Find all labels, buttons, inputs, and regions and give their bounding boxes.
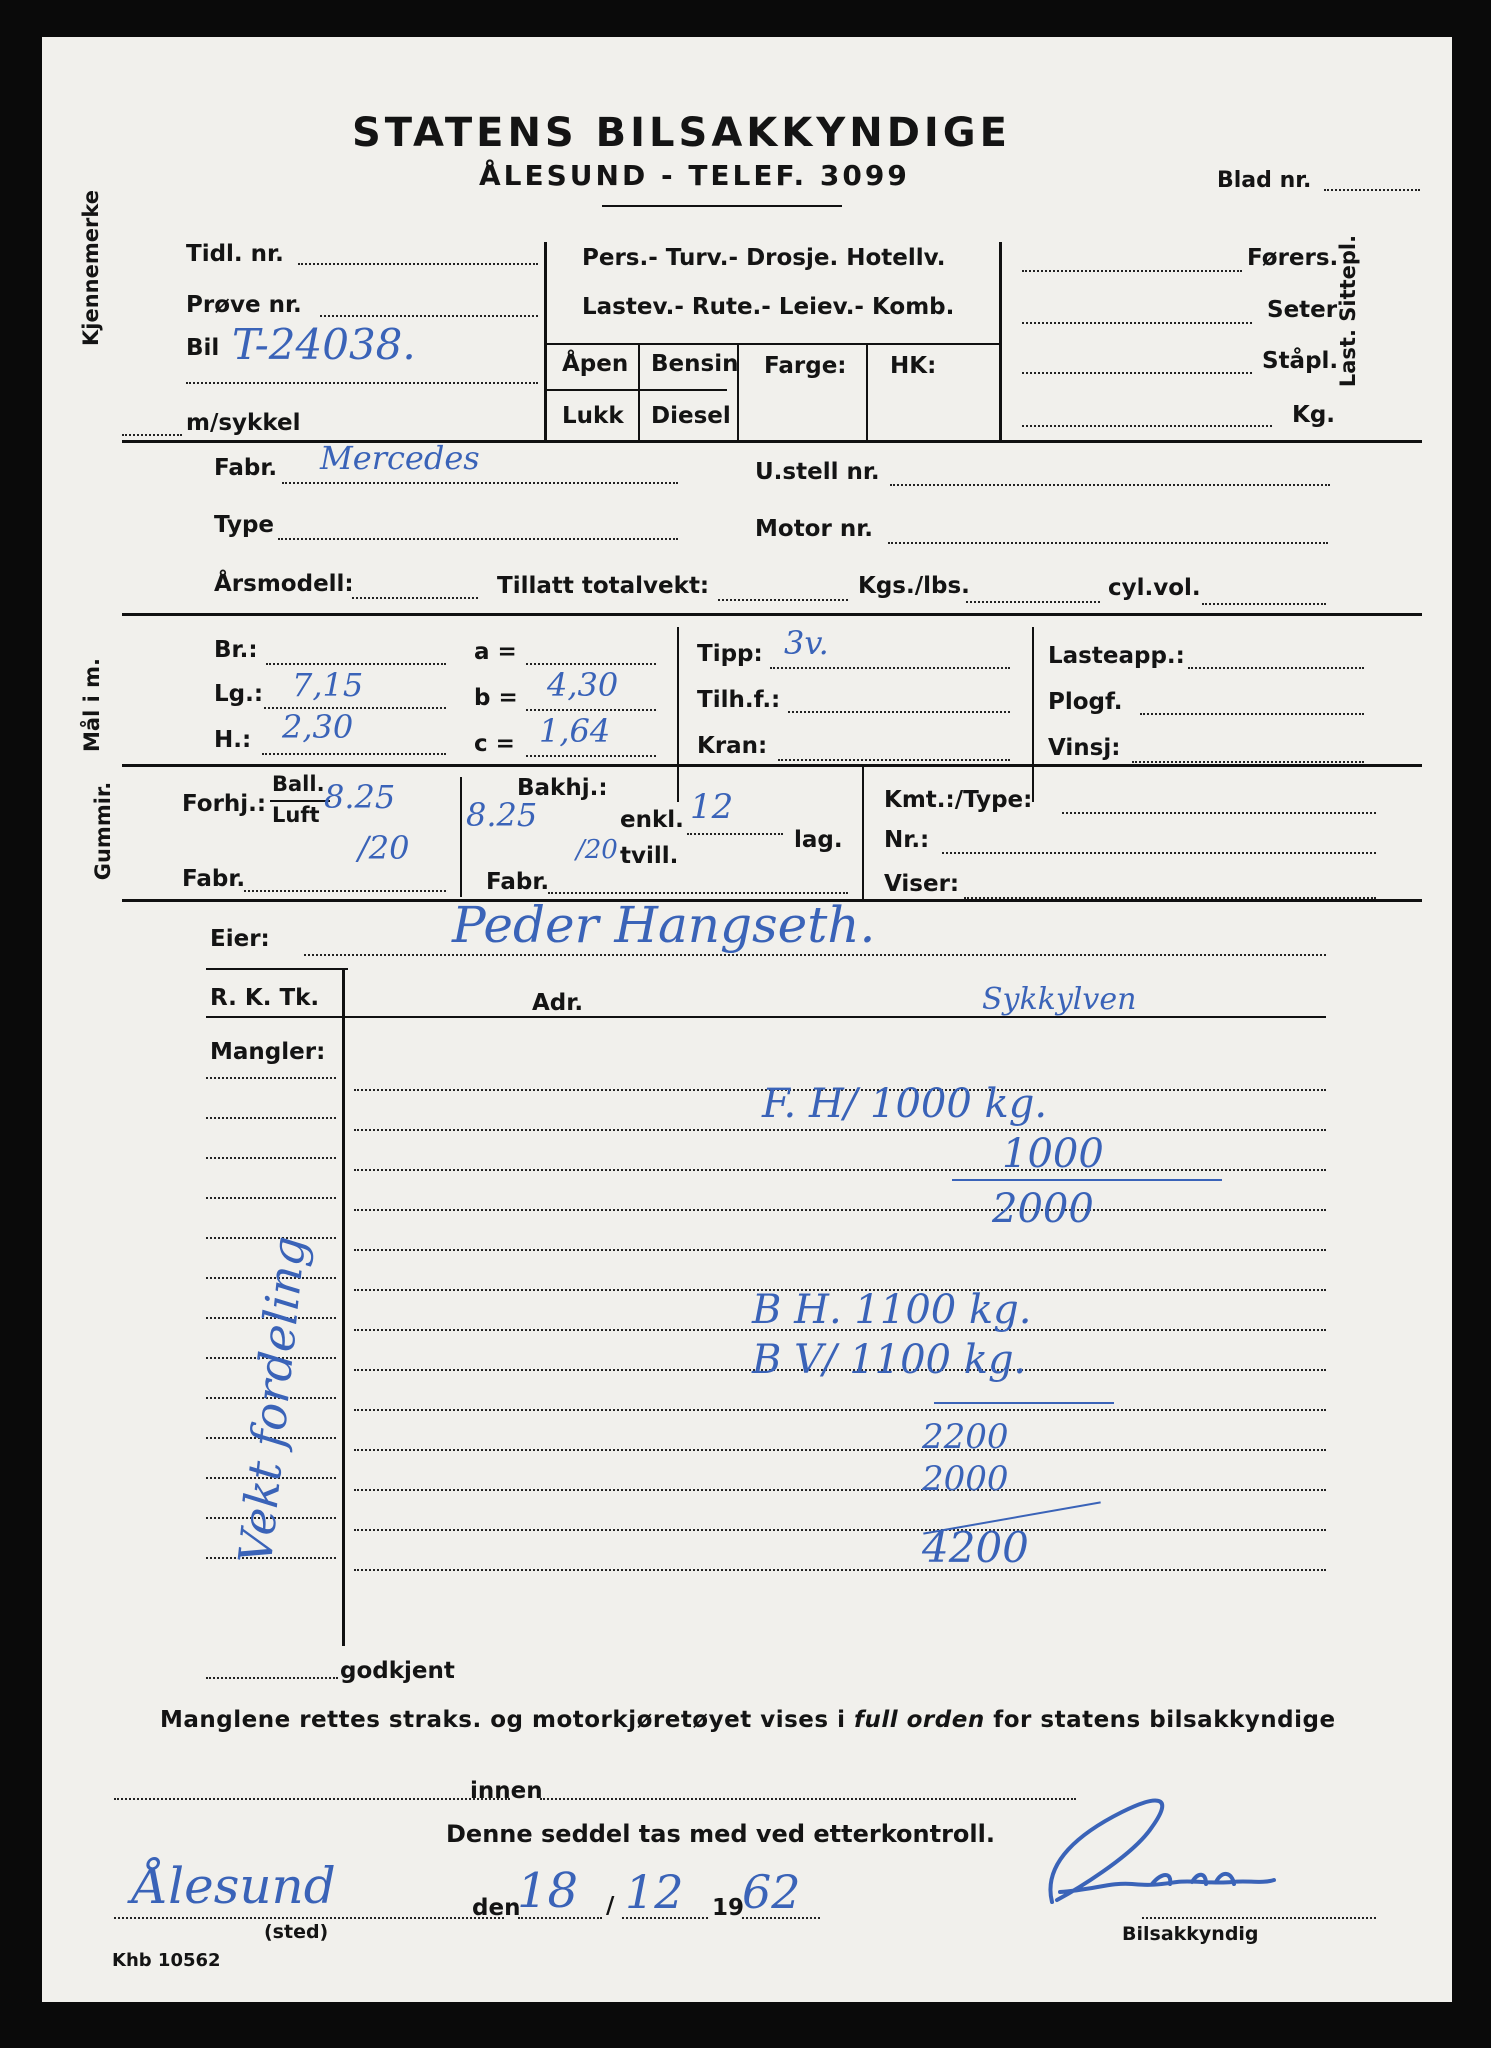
forhj-label: Forhj.:	[182, 791, 267, 817]
defect-note-8: 4200	[922, 1523, 1029, 1572]
form-title: STATENS BILSAKKYNDIGE	[352, 110, 1011, 156]
defect-note-2: 1000	[1002, 1131, 1104, 1177]
blad-label: Blad nr.	[1217, 168, 1312, 193]
defect-rule-right[interactable]	[354, 1489, 1326, 1491]
tipp-label: Tipp:	[697, 641, 763, 667]
ustell-label: U.stell nr.	[755, 459, 880, 485]
sted-label: (sted)	[264, 1921, 329, 1943]
godkjent-label: godkjent	[340, 1658, 455, 1684]
notice-text	[160, 1709, 1336, 1732]
prove-field[interactable]	[320, 315, 538, 317]
last-sittepl-side-label: Last. Sittepl.	[1336, 234, 1360, 388]
tire-divider-1	[460, 777, 462, 897]
h-label: H.:	[214, 727, 252, 753]
tilhf-field[interactable]	[788, 711, 1010, 713]
nr-field[interactable]	[942, 852, 1376, 854]
defect-note-6: 2200	[922, 1417, 1009, 1457]
kran-label: Kran:	[697, 733, 768, 759]
innen-field[interactable]	[114, 1798, 510, 1800]
measure-divider-1	[677, 627, 679, 802]
form-subtitle: ÅLESUND - TELEF. 3099	[479, 159, 910, 192]
defect-rule-right[interactable]	[354, 1169, 1326, 1171]
defect-note-1: F. H/ 1000 kg.	[762, 1081, 1048, 1127]
kg-label: Kg.	[1292, 402, 1336, 428]
rktk-column-divider	[342, 968, 345, 1646]
date-month: 12	[625, 1865, 684, 1919]
prove-label: Prøve nr.	[186, 292, 302, 318]
c-field[interactable]	[526, 755, 656, 757]
msykkel-lead	[122, 434, 182, 436]
defect-note-5: B V/ 1100 kg.	[752, 1337, 1027, 1383]
defect-rule-left[interactable]	[206, 1157, 336, 1159]
msykkel-label: m/sykkel	[186, 410, 301, 436]
motor-field[interactable]	[888, 542, 1328, 544]
measure-divider-2	[1032, 627, 1034, 802]
lag-label: lag.	[794, 827, 843, 853]
type-field[interactable]	[278, 538, 678, 540]
enkl-label: enkl.	[620, 807, 684, 833]
form-number: Khb 10562	[112, 1950, 221, 1971]
bakhj-value: 8.25	[466, 796, 538, 834]
reg-divider-left	[544, 242, 547, 440]
month-field[interactable]	[622, 1917, 708, 1919]
b-value: 4,30	[547, 666, 619, 704]
tipp-value: 3v.	[784, 624, 829, 662]
signature-field[interactable]	[1142, 1917, 1376, 1919]
seter-label: Seter	[1267, 297, 1338, 323]
lg-value: 7,15	[292, 666, 364, 704]
sum-line-2	[934, 1402, 1114, 1404]
apen-divider	[638, 345, 640, 440]
godkjent-field[interactable]	[206, 1677, 338, 1679]
nr-label: Nr.:	[884, 827, 930, 853]
bakhj-fabr-field[interactable]	[548, 892, 848, 894]
lasteapp-field[interactable]	[1188, 667, 1364, 669]
ball-luft-divider	[270, 800, 330, 802]
blad-field[interactable]	[1324, 189, 1420, 191]
mal-side-label: Mål i m.	[80, 658, 104, 752]
title-underline	[602, 205, 842, 207]
date-slash: /	[606, 1893, 615, 1919]
tidl-field[interactable]	[298, 263, 538, 265]
kgs-field[interactable]	[966, 601, 1100, 603]
kg-field[interactable]	[1022, 425, 1272, 427]
a-label: a =	[474, 639, 517, 665]
farge-divider	[866, 345, 868, 440]
luft-label: Luft	[272, 803, 320, 827]
form-sheet	[42, 37, 1452, 2002]
defect-rule-right[interactable]	[354, 1129, 1326, 1131]
bilsakkyndig-label: Bilsakkyndig	[1122, 1923, 1259, 1945]
br-field[interactable]	[266, 663, 446, 665]
ustell-field[interactable]	[890, 484, 1330, 486]
eier-label: Eier:	[210, 926, 270, 952]
bakhj-fabr-label: Fabr.	[486, 869, 550, 895]
kgs-label: Kgs./lbs.	[858, 573, 970, 599]
arsmodell-field[interactable]	[352, 597, 478, 599]
defect-rule-right[interactable]	[354, 1529, 1326, 1531]
forers-label: Førers.	[1247, 245, 1339, 271]
cyl-field[interactable]	[1202, 603, 1326, 605]
defect-note-7: 2000	[922, 1459, 1009, 1499]
eier-value: Peder Hangseth.	[452, 896, 876, 954]
kmt-field[interactable]	[1062, 812, 1376, 814]
diesel-option[interactable]: Diesel	[651, 403, 731, 429]
stapl-field[interactable]	[1022, 372, 1252, 374]
rktk-label: R. K. Tk.	[210, 985, 320, 1011]
motor-label: Motor nr.	[755, 516, 874, 542]
innen-tail	[540, 1798, 1076, 1800]
enkl-field[interactable]	[687, 833, 783, 835]
vinsj-field[interactable]	[1132, 761, 1364, 763]
place-value: Ålesund	[132, 1857, 336, 1915]
fabr-field[interactable]	[282, 482, 678, 484]
b-field[interactable]	[526, 709, 656, 711]
year-prefix: 19	[712, 1895, 745, 1921]
bensin-option[interactable]: Bensin	[651, 351, 739, 377]
mangler-label: Mangler:	[210, 1039, 326, 1065]
apen-lukk-divider	[547, 389, 727, 391]
rktk-underline	[206, 1016, 1326, 1018]
tilhf-label: Tilh.f.:	[697, 687, 781, 713]
kran-field[interactable]	[778, 759, 1010, 761]
types-line-2: Lastev.- Rute.- Leiev.- Komb.	[582, 294, 955, 320]
forhj-fabr-field[interactable]	[244, 890, 446, 892]
date-day: 18	[517, 1863, 579, 1919]
enkl-value: 12	[690, 787, 734, 827]
apen-option[interactable]: Åpen	[562, 351, 629, 377]
signature	[1002, 1772, 1302, 1922]
notice-italic: full orden	[853, 1707, 985, 1733]
defect-rule-right[interactable]	[354, 1209, 1326, 1211]
type-label: Type	[214, 512, 275, 538]
fabr-label: Fabr.	[214, 455, 278, 481]
vinsj-label: Vinsj:	[1048, 735, 1121, 761]
arsmodell-label: Årsmodell:	[214, 571, 354, 597]
defect-rule-left[interactable]	[206, 1077, 336, 1079]
tillatt-label: Tillatt totalvekt:	[497, 573, 710, 599]
defect-rule-right[interactable]	[354, 1409, 1326, 1411]
date-year: 62	[742, 1865, 801, 1919]
b-label: b =	[474, 685, 518, 711]
tillatt-field[interactable]	[718, 599, 848, 601]
forhj-value: 8.25	[324, 778, 396, 816]
innen-label: innen	[470, 1778, 543, 1804]
notice-post: for statens bilsakkyndige	[984, 1707, 1336, 1733]
tvill-label: tvill.	[620, 843, 679, 869]
kontroll-text: Denne seddel tas med ved etterkontroll.	[446, 1820, 995, 1848]
fabr-value: Mercedes	[320, 439, 480, 477]
tipp-field[interactable]	[770, 667, 1010, 669]
stapl-label: Ståpl.	[1262, 348, 1339, 374]
br-label: Br.:	[214, 637, 258, 663]
bakhj-label: Bakhj.:	[517, 775, 608, 801]
seter-field[interactable]	[1022, 322, 1252, 324]
bil-value: T-24038.	[232, 320, 416, 369]
place-field[interactable]	[114, 1917, 504, 1919]
ball-label: Ball.	[272, 772, 325, 796]
lukk-option[interactable]: Lukk	[562, 403, 624, 429]
tidl-label: Tidl. nr.	[186, 241, 284, 267]
types-underline	[547, 343, 999, 345]
defects-side-note: Vekt fordeling	[227, 1233, 317, 1567]
cyl-label: cyl.vol.	[1108, 575, 1201, 601]
forhj-value-rim: /20	[358, 829, 410, 867]
sum-line-1	[952, 1179, 1222, 1181]
day-field[interactable]	[518, 1917, 602, 1919]
viser-label: Viser:	[884, 871, 960, 897]
a-field[interactable]	[526, 663, 656, 665]
year-field[interactable]	[742, 1917, 820, 1919]
c-label: c =	[474, 731, 515, 757]
h-value: 2,30	[282, 708, 354, 746]
h-field[interactable]	[262, 753, 446, 755]
defect-rule-right[interactable]	[354, 1449, 1326, 1451]
adr-value: Sykkylven	[982, 982, 1137, 1017]
lasteapp-label: Lasteapp.:	[1048, 643, 1185, 669]
bakhj-value-rim: /20	[576, 835, 618, 865]
gummir-side-label: Gummir.	[91, 781, 115, 881]
kmt-label: Kmt.:/Type:	[884, 787, 1033, 813]
types-line-1: Pers.- Turv.- Drosje. Hotellv.	[582, 245, 946, 271]
eier-field[interactable]	[304, 954, 1326, 956]
adr-label: Adr.	[532, 990, 584, 1016]
hk-label: HK:	[890, 353, 937, 379]
den-label: den	[472, 1895, 521, 1921]
defect-rule-right[interactable]	[354, 1569, 1326, 1571]
fuel-divider	[737, 345, 739, 440]
reg-divider-right	[999, 242, 1002, 440]
c-value: 1,64	[539, 712, 611, 750]
defect-note-3: 2000	[992, 1186, 1094, 1232]
lg-label: Lg.:	[214, 681, 264, 707]
forhj-fabr-label: Fabr.	[182, 866, 246, 892]
bil-label: Bil	[186, 335, 220, 361]
divider-after-reg	[122, 440, 1422, 443]
rktk-top-rule	[206, 968, 348, 970]
divider-after-vehicle	[122, 613, 1422, 616]
notice-pre: Manglene rettes straks. og motorkjøretøyet vises i	[160, 1707, 854, 1733]
tire-divider-2	[862, 764, 864, 899]
divider-after-measure	[122, 764, 1422, 767]
defect-rule-right[interactable]	[354, 1249, 1326, 1251]
plogf-label: Plogf.	[1048, 689, 1123, 715]
kjennemerke-side-label: Kjennemerke	[79, 190, 103, 346]
defect-note-4: B H. 1100 kg.	[752, 1287, 1032, 1333]
farge-label: Farge:	[764, 353, 847, 379]
forers-field[interactable]	[1022, 270, 1242, 272]
bil-field[interactable]	[186, 382, 538, 384]
plogf-field[interactable]	[1140, 713, 1364, 715]
defect-rule-left[interactable]	[206, 1117, 336, 1119]
